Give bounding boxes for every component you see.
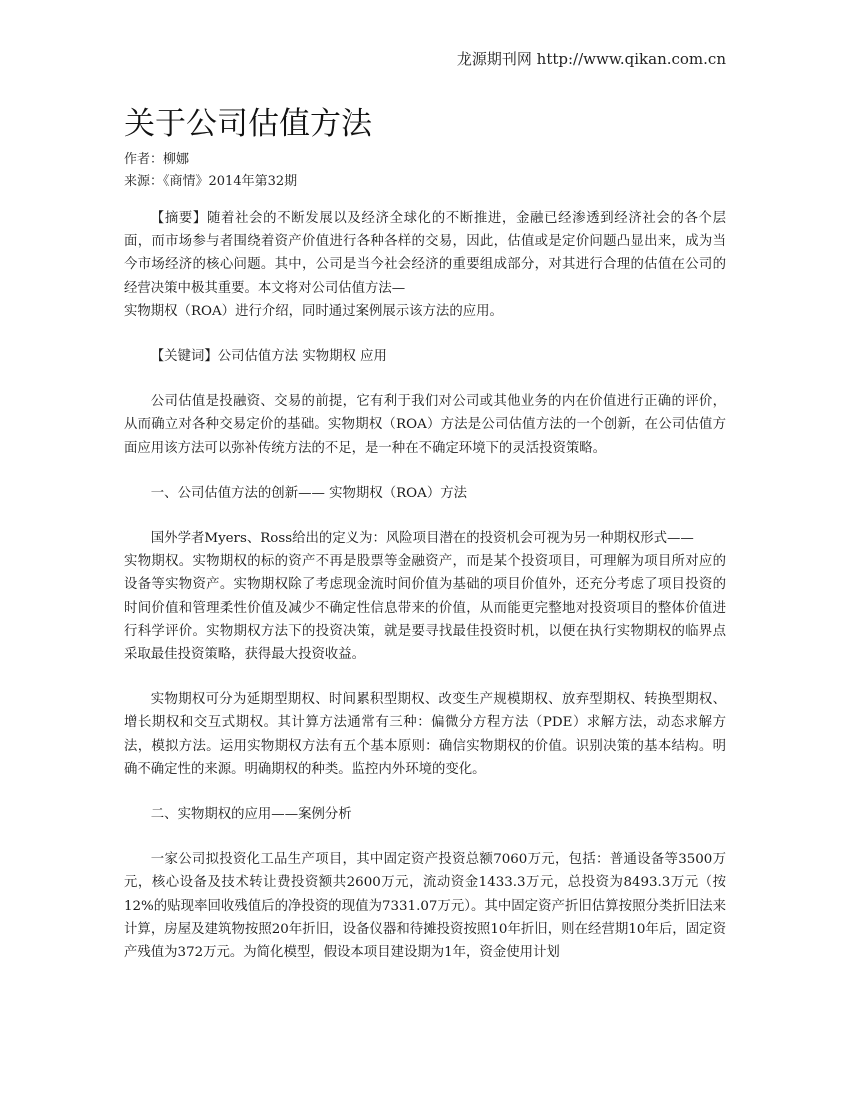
article-body	[124, 207, 726, 986]
abstract-paragraph: 【摘要】随着社会的不断发展以及经济全球化的不断推进，金融已经渗透到经济社会的各个层面，而市场参与者围绕着资产价值进行各种各样的交易，因此，估值或是定价问题凸显出来，成为当今市场经济的核心问题。其中，公司是当今社会经济的重要组成部分，对其进行合理的估值在公司的经营决策中极其重要。本文将对公司估值方法—	[124, 211, 726, 296]
keywords-paragraph: 【关键词】公司估值方法 实物期权 应用	[150, 349, 387, 365]
article-source: 来源：《商情》2014年第32期	[124, 174, 298, 189]
article-title: 关于公司估值方法	[124, 106, 372, 142]
section1-paragraph-1: 国外学者Myers、Ross给出的定义为：风险项目潜在的投资机会可视为另一种期权形式——	[150, 531, 694, 547]
site-header: 龙源期刊网 http://www.qikan.com.cn	[456, 50, 726, 68]
abstract-paragraph-continued: 实物期权（ROA）进行介绍，同时通过案例展示该方法的应用。	[124, 303, 503, 319]
section1-paragraph-1-continued: 实物期权。实物期权的标的资产不再是股票等金融资产，而是某个投资项目，可理解为项目所对应的设备等实物资产。实物期权除了考虑现金流时间价值为基础的项目价值外，还充分考虑了项目投资的时间价值和管理柔性价值及减少不确定性信息带来的价值，从而能更完整地对投资项目的整体价值进行科学评价。实物期权方法下的投资决策，就是要寻找最佳投资时机，以便在执行实物期权的临界点采取最佳投资策略，获得最大投资收益。	[124, 554, 726, 663]
section2-heading: 二、实物期权的应用——案例分析	[150, 807, 352, 823]
intro-paragraph: 公司估值是投融资、交易的前提，它有利于我们对公司或其他业务的内在价值进行正确的评价，从而确立对各种交易定价的基础。实物期权（ROA）方法是公司估值方法的一个创新，在公司估值方面应用该方法可以弥补传统方法的不足，是一种在不确定环境下的灵活投资策略。	[124, 394, 726, 456]
section1-heading: 一、公司估值方法的创新—— 实物期权（ROA）方法	[150, 485, 467, 501]
section2-paragraph-1: 一家公司拟投资化工品生产项目，其中固定资产投资总额7060万元，包括：普通设备等3500万元，核心设备及技术转让费投资额共2600万元，流动资金1433.3万元，总投资为8493.3万元（按12%的贴现率回收残值后的净投资的现值为7331.07万元）。其中固定资产折旧估算按照分类折旧法来计算，房屋及建筑物按照20年折旧，设备仪器和待摊投资按照10年折旧，则在经营期10年后，固定资产残值为372万元。为简化模型，假设本项目建设期为1年，资金使用计划	[124, 852, 726, 961]
article-author: 作者：柳娜	[124, 152, 190, 167]
section1-paragraph-2: 实物期权可分为延期型期权、时间累积型期权、改变生产规模期权、放弃型期权、转换型期权、增长期权和交互式期权。其计算方法通常有三种：偏微分方程方法（PDE）求解方法，动态求解方法，模拟方法。运用实物期权方法有五个基本原则：确信实物期权的价值。识别决策的基本结构。明确不确定性的来源。明确期权的种类。监控内外环境的变化。	[124, 692, 726, 777]
